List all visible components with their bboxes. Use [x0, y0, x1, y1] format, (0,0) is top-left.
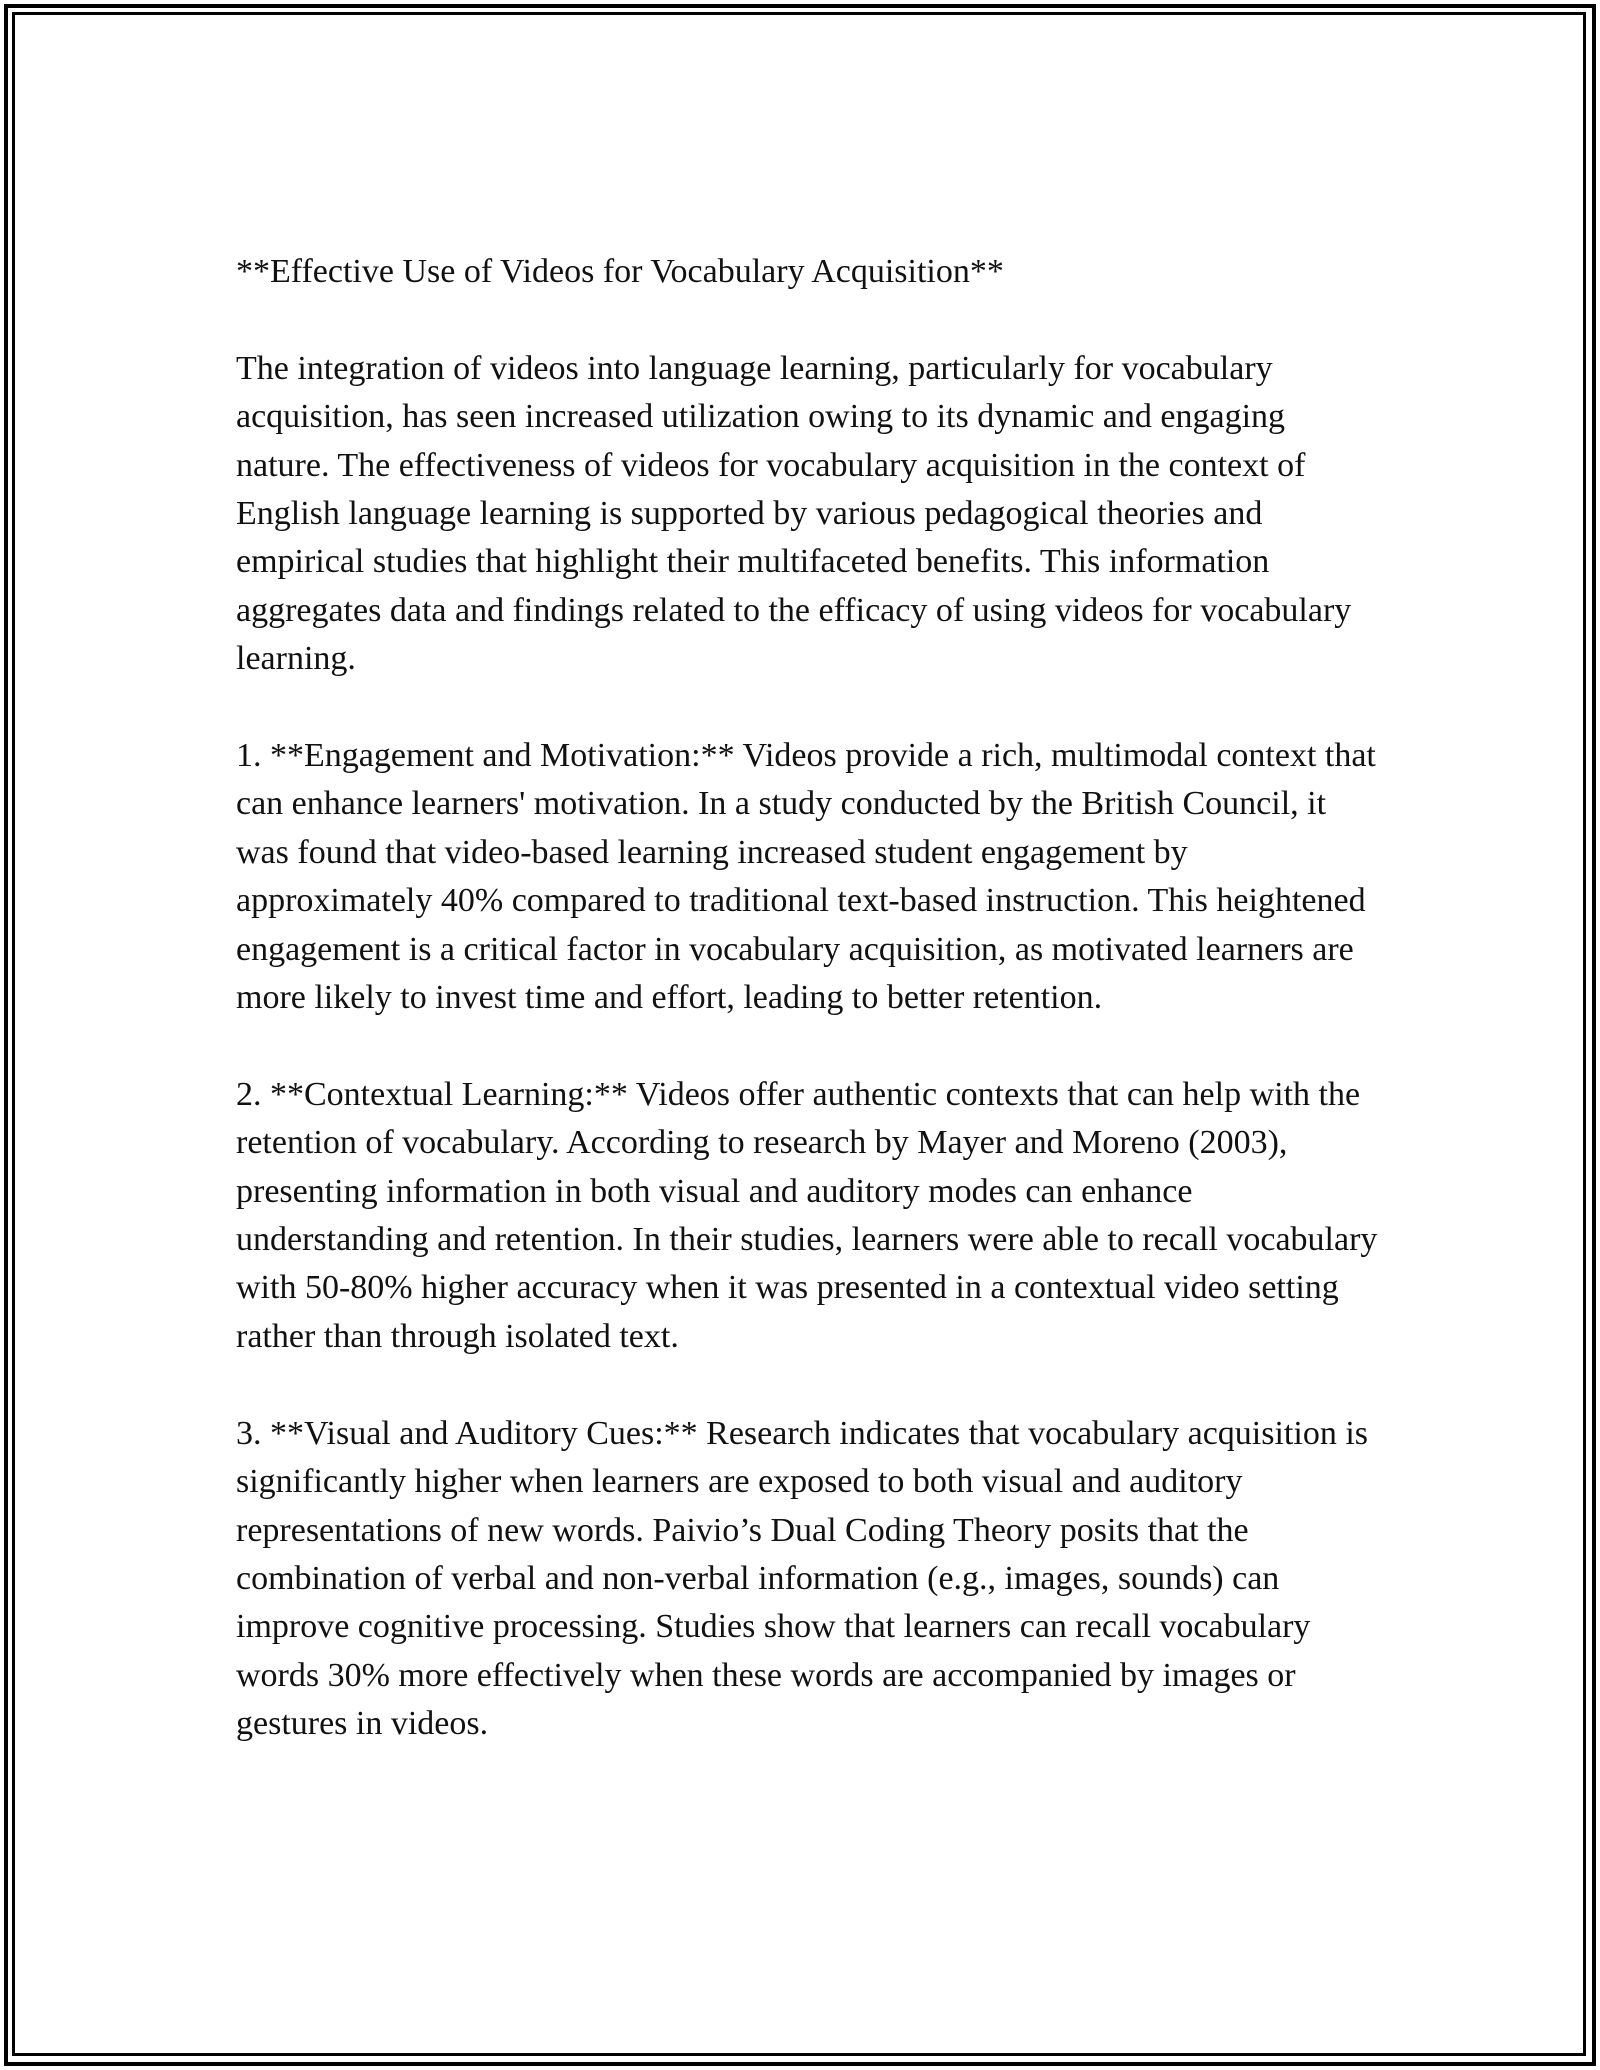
point-engagement-paragraph: 1. **Engagement and Motivation:** Videos provide a rich, multimodal context that can enhance learners' motivation. In a study conducted by the British Council, it was found that video-based learning increased student engagement by approximately 40% compared to traditional text-based instruction. This heightened engagement is a critical factor in vocabulary acquisition, as motivated learners are more likely to invest time and effort, leading to better retention.	[236, 737, 1376, 1017]
point-visual-auditory-paragraph: 3. **Visual and Auditory Cues:** Research indicates that vocabulary acquisition is significantly higher when learners are exposed to both visual and auditory representations of new words. Paivio’s Dual Coding Theory posits that the combination of verbal and non-verbal information (e.g., images, sounds) can improve cognitive processing. Studies show that learners can recall vocabulary words 30% more effectively when these words are accompanied by images or gestures in videos.	[236, 1414, 1368, 1743]
document-title: **Effective Use of Videos for Vocabulary Acquisition**	[236, 253, 1004, 290]
document-body	[236, 248, 1386, 1797]
point-contextual-learning-paragraph: 2. **Contextual Learning:** Videos offer authentic contexts that can help with the retention of vocabulary. According to research by Mayer and Moreno (2003), presenting information in both visual and auditory modes can enhance understanding and retention. In their studies, learners were able to recall vocabulary with 50-80% higher accuracy when it was presented in a contextual video setting rather than through isolated text.	[236, 1075, 1378, 1355]
intro-paragraph: The integration of videos into language learning, particularly for vocabulary acquisition, has seen increased utilization owing to its dynamic and engaging nature. The effectiveness of videos for vocabulary acquisition in the context of English language learning is supported by various pedagogical theories and empirical studies that highlight their multifaceted benefits. This information aggregates data and findings related to the efficacy of using videos for vocabulary learning.	[236, 349, 1352, 678]
